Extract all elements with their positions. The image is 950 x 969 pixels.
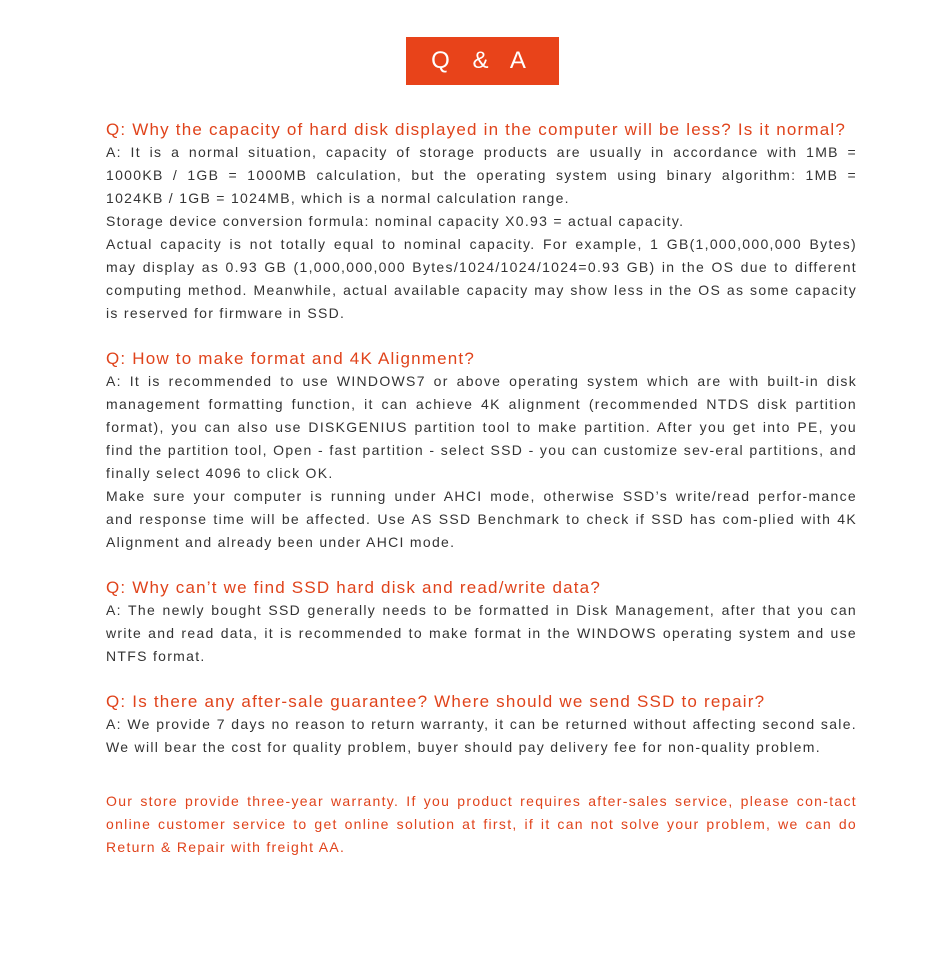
answer-guarantee: A: We provide 7 days no reason to return warranty, it can be returned without affecting second sale. We will bear the cost for quality problem, buyer should pay delivery fee for non-quality problem.: [106, 716, 857, 755]
answer-format-2: Make sure your computer is running under AHCI mode, otherwise SSD’s write/read perfor-mance and response time will be affected. Use AS SSD Benchmark to check if SSD has com-plied with 4K Alignment and already been under AHCI mode.: [106, 488, 857, 550]
question-find-disk: Q: Why can’t we find SSD hard disk and read/write data?: [106, 578, 601, 597]
answer-capacity-2: Storage device conversion formula: nominal capacity X0.93 = actual capacity.: [106, 213, 685, 229]
qa-item-capacity: [106, 118, 857, 325]
question-guarantee: Q: Is there any after-sale guarantee? Where should we send SSD to repair?: [106, 692, 766, 711]
qa-item-find-disk: [106, 576, 857, 668]
qa-item-format: [106, 347, 857, 554]
answer-format-1: A: It is recommended to use WINDOWS7 or above operating system which are with built-in disk management formatting function, it can achieve 4K alignment (recommended NTDS disk partition format), you can also use DISKGENIUS partition tool to make partition. After you get into PE, you find the partition tool, Open - fast partition - select SSD - you can customize sev-eral partitions, and finally select 4096 to click OK.: [106, 373, 857, 481]
qa-item-guarantee: [106, 690, 857, 759]
answer-capacity-3: Actual capacity is not totally equal to nominal capacity. For example, 1 GB(1,000,000,000 Bytes) may display as 0.93 GB (1,000,000,000 Bytes/1024/1024/1024=0.93 GB) in the OS due to different computing method. Meanwhile, actual available capacity may show less in the OS as some capacity is reserved for firmware in SSD.: [106, 236, 857, 321]
warranty-note: Our store provide three-year warranty. If you product requires after-sales service, please con-tact online customer service to get online solution at first, if it can not solve your problem, we can do Return & Repair with freight AA.: [106, 793, 857, 855]
answer-find-disk: A: The newly bought SSD generally needs to be formatted in Disk Management, after that you can write and read data, it is recommended to make format in the WINDOWS operating system and use NTFS format.: [106, 602, 857, 664]
question-format: Q: How to make format and 4K Alignment?: [106, 349, 476, 368]
answer-capacity-1: A: It is a normal situation, capacity of storage products are usually in accordance with 1MB = 1000KB / 1GB = 1000MB calculation, but the operating system using binary algorithm: 1MB = 1024KB / 1GB = 1024MB, which is a normal calculation range.: [106, 144, 857, 206]
qa-content: [106, 118, 857, 873]
qa-header-badge: Q & A: [406, 37, 559, 85]
question-capacity: Q: Why the capacity of hard disk displayed in the computer will be less? Is it normal?: [106, 120, 847, 139]
